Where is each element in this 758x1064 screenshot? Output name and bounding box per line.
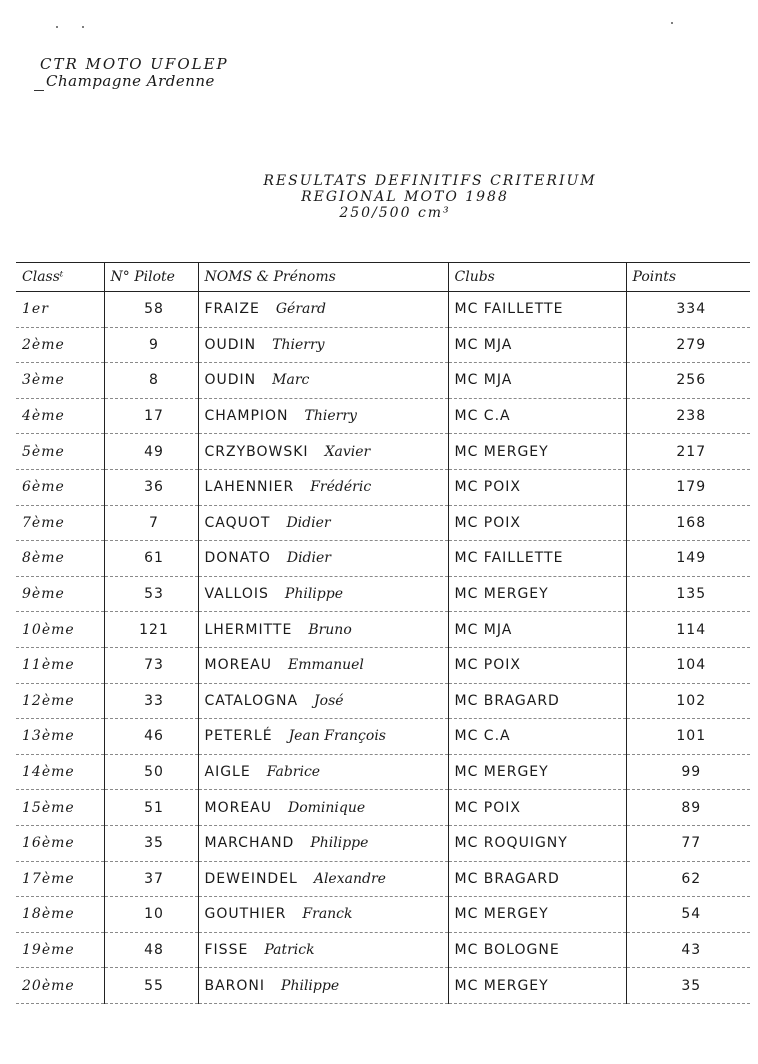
club-cell: MC POIX — [448, 647, 626, 683]
rank-cell: 17ème — [16, 861, 104, 897]
club-cell: MC C.A — [448, 398, 626, 434]
club-cell: MC MERGEY — [448, 576, 626, 612]
scan-speck — [82, 26, 84, 28]
header-club: Clubs — [448, 263, 626, 292]
name-cell — [198, 541, 448, 577]
rank-cell: 19ème — [16, 932, 104, 968]
last-name: MOREAU — [204, 799, 272, 816]
first-name: Frédéric — [310, 479, 372, 496]
name-cell — [198, 968, 448, 1004]
pilot-number-cell: 55 — [104, 968, 198, 1004]
first-name: Philippe — [310, 835, 369, 852]
points-cell: 114 — [626, 612, 750, 648]
first-name: Thierry — [304, 408, 357, 425]
table-row — [16, 719, 750, 755]
last-name: LAHENNIER — [204, 479, 295, 496]
table-row — [16, 968, 750, 1004]
last-name: LHERMITTE — [204, 621, 293, 638]
points-cell: 89 — [626, 790, 750, 826]
last-name: AIGLE — [204, 764, 251, 781]
pilot-number-cell: 61 — [104, 541, 198, 577]
pilot-number-cell: 48 — [104, 932, 198, 968]
name-cell — [198, 363, 448, 399]
table-row — [16, 363, 750, 399]
header-pilot-number: N° Pilote — [104, 263, 198, 292]
rank-cell: 6ème — [16, 469, 104, 505]
name-cell — [198, 398, 448, 434]
name-cell — [198, 327, 448, 363]
points-cell: 102 — [626, 683, 750, 719]
last-name: FISSE — [204, 941, 249, 958]
club-cell: MC FAILLETTE — [448, 541, 626, 577]
points-cell: 256 — [626, 363, 750, 399]
club-cell: MC MERGEY — [448, 968, 626, 1004]
rank-cell: 2ème — [16, 327, 104, 363]
scan-speck — [671, 22, 673, 24]
table-row — [16, 469, 750, 505]
pilot-number-cell: 37 — [104, 861, 198, 897]
last-name: MOREAU — [204, 657, 272, 674]
organization-header — [40, 56, 229, 90]
last-name: PETERLÉ — [204, 728, 273, 745]
rank-cell: 5ème — [16, 434, 104, 470]
club-cell: MC MERGEY — [448, 434, 626, 470]
name-cell — [198, 612, 448, 648]
name-cell — [198, 790, 448, 826]
rank-cell: 20ème — [16, 968, 104, 1004]
last-name: FRAIZE — [204, 301, 260, 318]
last-name: CATALOGNA — [204, 692, 299, 709]
name-cell — [198, 292, 448, 328]
title-line2: REGIONAL MOTO 1988 — [301, 189, 509, 205]
pilot-number-cell: 17 — [104, 398, 198, 434]
pilot-number-cell: 36 — [104, 469, 198, 505]
name-cell — [198, 683, 448, 719]
rank-cell: 9ème — [16, 576, 104, 612]
first-name: Emmanuel — [288, 657, 364, 674]
pilot-number-cell: 53 — [104, 576, 198, 612]
last-name: OUDIN — [204, 336, 257, 353]
last-name: GOUTHIER — [204, 906, 287, 923]
club-cell: MC MJA — [448, 612, 626, 648]
first-name: Bruno — [308, 621, 352, 638]
table-row — [16, 327, 750, 363]
pilot-number-cell: 9 — [104, 327, 198, 363]
name-cell — [198, 469, 448, 505]
first-name: José — [314, 692, 344, 709]
rank-cell: 11ème — [16, 647, 104, 683]
table-row — [16, 861, 750, 897]
points-cell: 77 — [626, 825, 750, 861]
pilot-number-cell: 49 — [104, 434, 198, 470]
results-title — [210, 173, 630, 221]
name-cell — [198, 861, 448, 897]
first-name: Jean François — [288, 728, 386, 745]
name-cell — [198, 719, 448, 755]
name-cell — [198, 754, 448, 790]
club-cell: MC BRAGARD — [448, 861, 626, 897]
last-name: CHAMPION — [204, 408, 289, 425]
club-cell: MC FAILLETTE — [448, 292, 626, 328]
name-cell — [198, 932, 448, 968]
first-name: Didier — [286, 514, 331, 531]
points-cell: 62 — [626, 861, 750, 897]
club-cell: MC ROQUIGNY — [448, 825, 626, 861]
organization-line2: Champagne Ardenne — [46, 72, 215, 90]
first-name: Fabrice — [266, 764, 321, 781]
first-name: Alexandre — [313, 870, 386, 887]
table-row — [16, 292, 750, 328]
club-cell: MC MERGEY — [448, 754, 626, 790]
table-row — [16, 505, 750, 541]
points-cell: 43 — [626, 932, 750, 968]
points-cell: 217 — [626, 434, 750, 470]
rank-cell: 13ème — [16, 719, 104, 755]
pilot-number-cell: 73 — [104, 647, 198, 683]
rank-cell: 18ème — [16, 897, 104, 933]
organization-line1: CTR MOTO UFOLEP — [40, 55, 229, 73]
header-points: Points — [626, 263, 750, 292]
header-class: Classᵗ — [16, 263, 104, 292]
pilot-number-cell: 33 — [104, 683, 198, 719]
last-name: MARCHAND — [204, 835, 295, 852]
rank-cell: 16ème — [16, 825, 104, 861]
rank-cell: 1er — [16, 292, 104, 328]
club-cell: MC BRAGARD — [448, 683, 626, 719]
rank-cell: 3ème — [16, 363, 104, 399]
first-name: Xavier — [324, 443, 371, 460]
last-name: CAQUOT — [204, 514, 271, 531]
points-cell: 35 — [626, 968, 750, 1004]
table-row — [16, 398, 750, 434]
table-row — [16, 754, 750, 790]
table-row — [16, 897, 750, 933]
results-body — [16, 292, 750, 1004]
table-row — [16, 932, 750, 968]
table-row — [16, 612, 750, 648]
club-cell: MC POIX — [448, 790, 626, 826]
last-name: VALLOIS — [204, 586, 269, 603]
margin-dash — [34, 90, 44, 91]
table-row — [16, 434, 750, 470]
club-cell: MC BOLOGNE — [448, 932, 626, 968]
rank-cell: 10ème — [16, 612, 104, 648]
last-name: DEWEINDEL — [204, 870, 298, 887]
last-name: CRZYBOWSKI — [204, 443, 309, 460]
points-cell: 104 — [626, 647, 750, 683]
points-cell: 238 — [626, 398, 750, 434]
name-cell — [198, 897, 448, 933]
points-cell: 279 — [626, 327, 750, 363]
pilot-number-cell: 10 — [104, 897, 198, 933]
pilot-number-cell: 8 — [104, 363, 198, 399]
first-name: Philippe — [281, 977, 340, 994]
last-name: OUDIN — [204, 372, 257, 389]
club-cell: MC POIX — [448, 505, 626, 541]
rank-cell: 7ème — [16, 505, 104, 541]
name-cell — [198, 576, 448, 612]
pilot-number-cell: 7 — [104, 505, 198, 541]
points-cell: 54 — [626, 897, 750, 933]
last-name: DONATO — [204, 550, 271, 567]
first-name: Didier — [286, 550, 331, 567]
pilot-number-cell: 121 — [104, 612, 198, 648]
table-row — [16, 576, 750, 612]
points-cell: 168 — [626, 505, 750, 541]
rank-cell: 15ème — [16, 790, 104, 826]
pilot-number-cell: 51 — [104, 790, 198, 826]
table-row — [16, 541, 750, 577]
last-name: BARONI — [204, 977, 266, 994]
rank-cell: 12ème — [16, 683, 104, 719]
scan-speck — [56, 26, 58, 28]
table-row — [16, 683, 750, 719]
rank-cell: 14ème — [16, 754, 104, 790]
points-cell: 101 — [626, 719, 750, 755]
club-cell: MC MJA — [448, 363, 626, 399]
club-cell: MC C.A — [448, 719, 626, 755]
rank-cell: 4ème — [16, 398, 104, 434]
rank-cell: 8ème — [16, 541, 104, 577]
club-cell: MC MERGEY — [448, 897, 626, 933]
name-cell — [198, 825, 448, 861]
points-cell: 334 — [626, 292, 750, 328]
title-line3: 250/500 cm³ — [339, 205, 451, 221]
name-cell — [198, 434, 448, 470]
first-name: Patrick — [264, 941, 315, 958]
club-cell: MC POIX — [448, 469, 626, 505]
points-cell: 135 — [626, 576, 750, 612]
table-header-row — [16, 263, 750, 292]
name-cell — [198, 505, 448, 541]
header-name: NOMS & Prénoms — [198, 263, 448, 292]
pilot-number-cell: 58 — [104, 292, 198, 328]
pilot-number-cell: 50 — [104, 754, 198, 790]
club-cell: MC MJA — [448, 327, 626, 363]
first-name: Dominique — [288, 799, 366, 816]
first-name: Marc — [272, 372, 310, 389]
pilot-number-cell: 46 — [104, 719, 198, 755]
name-cell — [198, 647, 448, 683]
first-name: Thierry — [272, 336, 325, 353]
table-row — [16, 790, 750, 826]
title-line1: RESULTATS DEFINITIFS CRITERIUM — [263, 173, 597, 189]
results-table — [16, 262, 750, 1004]
points-cell: 99 — [626, 754, 750, 790]
table-row — [16, 825, 750, 861]
points-cell: 149 — [626, 541, 750, 577]
points-cell: 179 — [626, 469, 750, 505]
first-name: Gérard — [275, 301, 327, 318]
pilot-number-cell: 35 — [104, 825, 198, 861]
table-row — [16, 647, 750, 683]
first-name: Franck — [302, 906, 353, 923]
first-name: Philippe — [284, 586, 343, 603]
